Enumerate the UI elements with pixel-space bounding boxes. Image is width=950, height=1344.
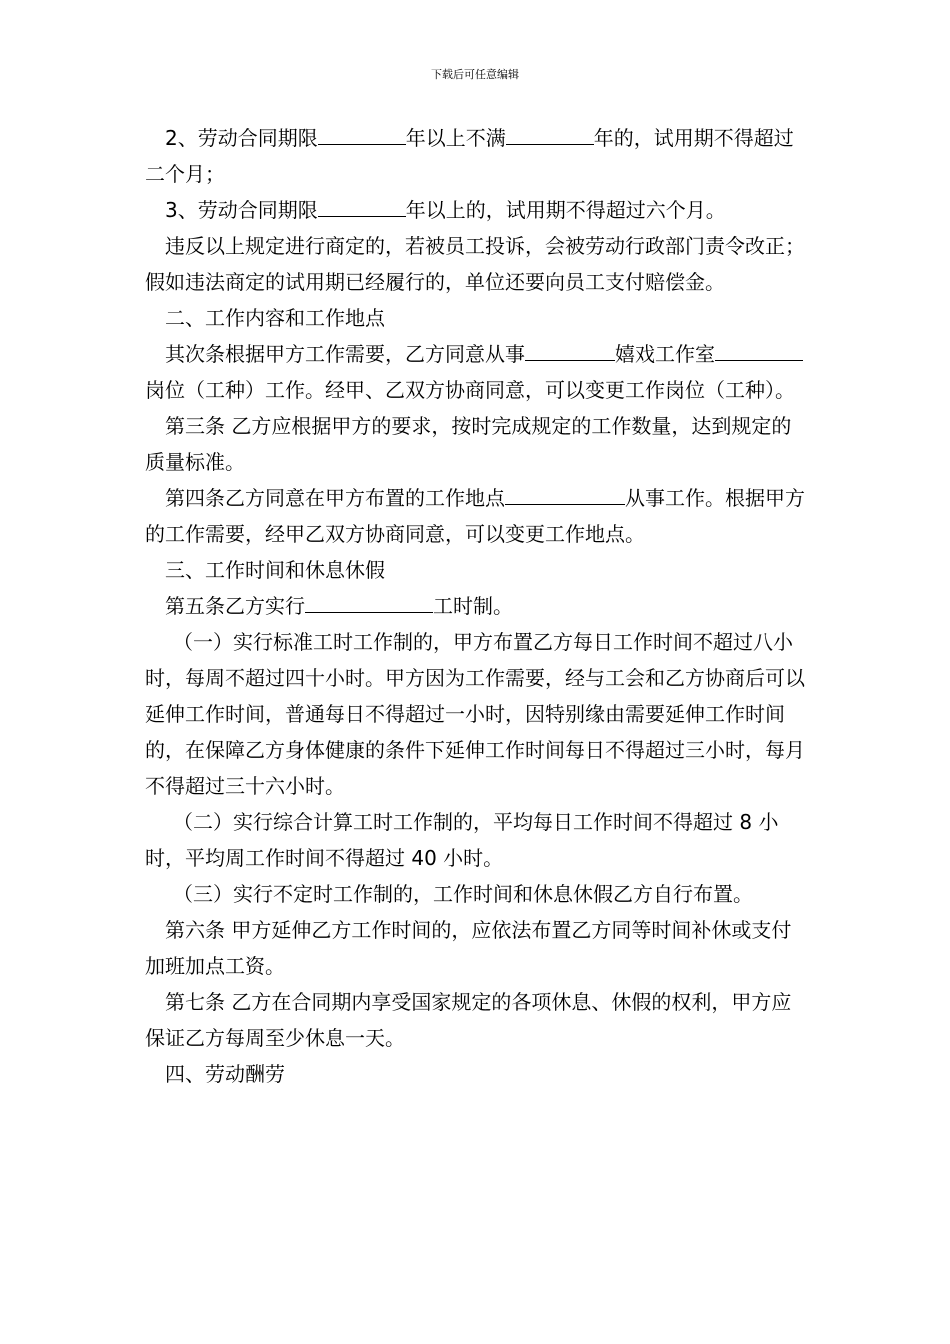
flexible-hours-clause: （三）实行不定时工作制的，工作时间和休息休假乙方自行布置。 — [173, 882, 753, 906]
blank-field — [318, 120, 406, 145]
article-7: 第七条 乙方在合同期内享受国家规定的各项休息、休假的权利，甲方应保证乙方每周至少休息一天。 — [145, 990, 792, 1050]
contract-body — [145, 120, 810, 1092]
clause-probation-2: 2、劳动合同期限 年以上不满 年的，试用期不得超过二个月； — [145, 120, 810, 192]
blank-field — [305, 588, 433, 613]
violation-paragraph: 违反以上规定进行商定的，若被员工投诉，会被劳动行政部门责令改正；假如违法商定的试用期已经履行的，单位还要向员工支付赔偿金。 — [145, 234, 805, 294]
article-3: 第三条 乙方应根据甲方的要求，按时完成规定的工作数量，达到规定的质量标准。 — [145, 414, 792, 474]
blank-field — [318, 192, 406, 217]
article-5: 第五条乙方实行 工时制。 — [145, 588, 810, 624]
blank-field — [505, 480, 625, 505]
blank-field — [715, 336, 803, 361]
article-6: 第六条 甲方延伸乙方工作时间的，应依法布置乙方同等时间补休或支付加班加点工资。 — [145, 918, 792, 978]
blank-field — [506, 120, 594, 145]
section-heading-2: 二、工作内容和工作地点 — [165, 306, 385, 330]
standard-hours-clause: （一）实行标准工时工作制的，甲方布置乙方每日工作时间不超过八小时，每周不超过四十小时。甲方因为工作需要，经与工会和乙方协商后可以延伸工作时间，普通每日不得超过一小时，因特别缘由需要延伸工作时间的，在保障乙方身体健康的条件下延伸工作时间每日不得超过三小时，每月不得超过三十六小时。 — [145, 630, 805, 798]
section-heading-4: 四、劳动酬劳 — [165, 1062, 285, 1086]
clause-probation-3: 3、劳动合同期限 年以上的，试用期不得超过六个月。 — [145, 192, 810, 228]
section-heading-3: 三、工作时间和休息休假 — [165, 558, 385, 582]
article-4: 第四条乙方同意在甲方布置的工作地点 从事工作。根据甲方的工作需要，经甲乙双方协商同意，可以变更工作地点。 — [145, 480, 810, 552]
article-2: 其次条根据甲方工作需要，乙方同意从事 嬉戏工作室岗位（工种）工作。经甲、乙双方协商同意，可以变更工作岗位（工种）。 — [145, 336, 810, 408]
comprehensive-hours-clause: （二）实行综合计算工时工作制的，平均每日工作时间不得超过 8 小时，平均周工作时间不得超过 40 小时。 — [145, 810, 779, 870]
page-header: 下载后可任意编辑 — [431, 68, 519, 81]
blank-field — [525, 336, 615, 361]
